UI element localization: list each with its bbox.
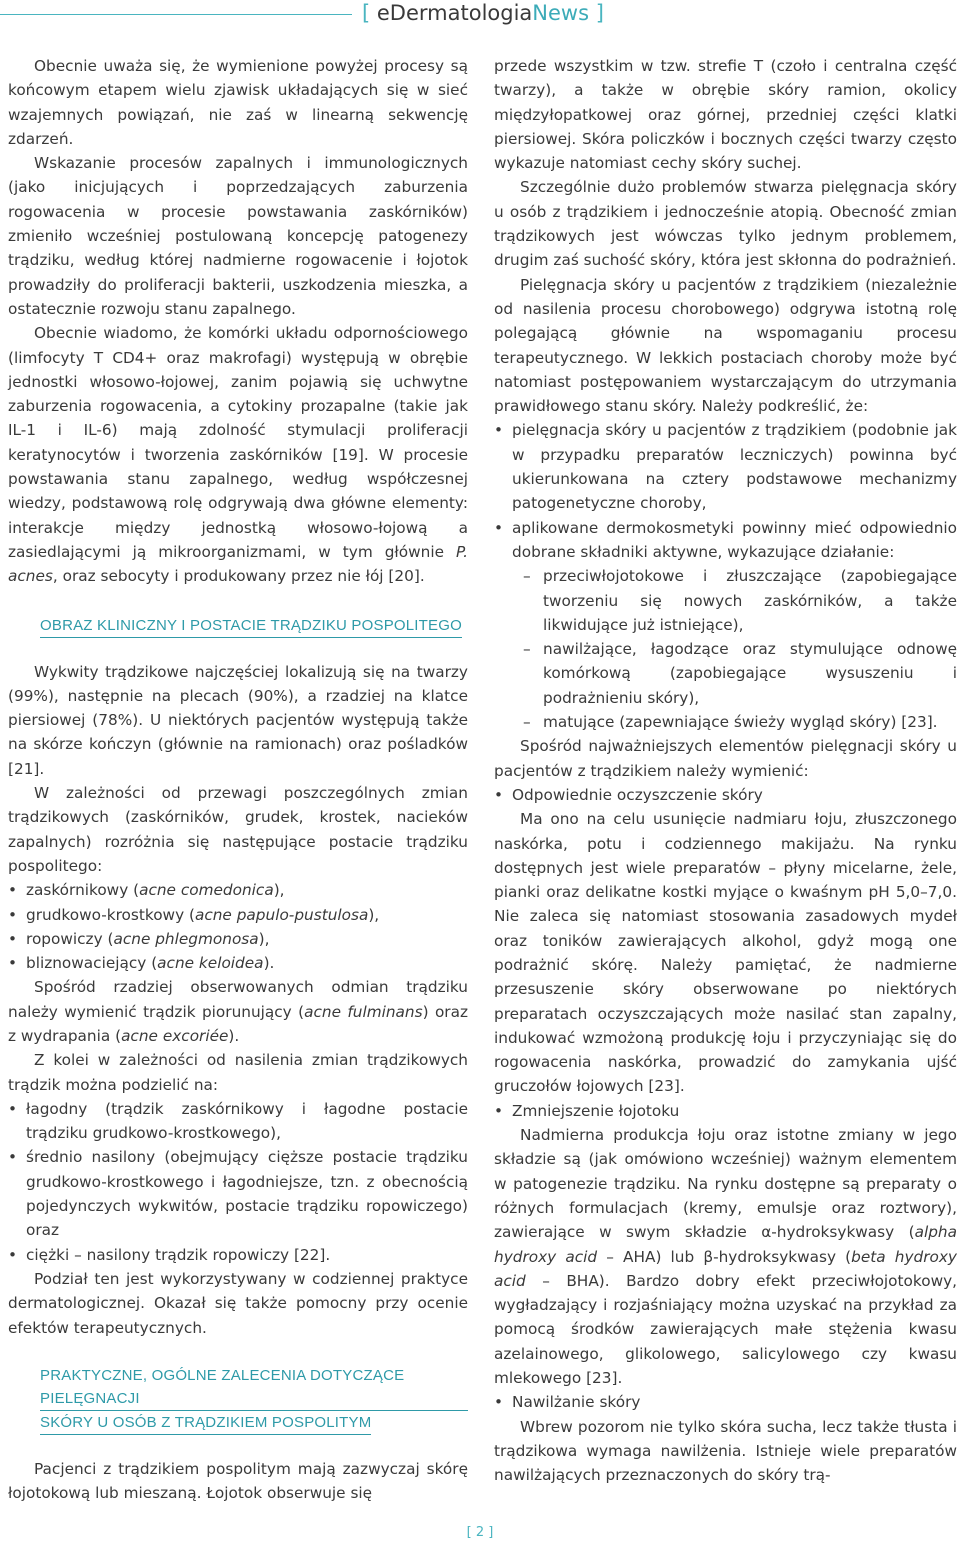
latin-term: acne keloidea <box>157 954 264 973</box>
left-paragraph-5: W zależności od przewagi poszczególnych zmian trądzikowych (zaskórników, grudek, krostek, nacieków zapalnych) rozróżnia się następujące postacie trądziku pospolitego: <box>8 784 468 875</box>
latin-term: acne comedonica <box>139 881 274 900</box>
text-span: – BHA). Bardzo dobry efekt przeciwłojotokowy, wygładzający i rozjaśniający można uzyskać na przykład za pomocą środków zawierających małe stężenia kwasu azelainowego, glikolowego, salicylowego czy kwasu mlekowego [23]. <box>494 1271 957 1388</box>
acne-forms-list <box>8 878 468 975</box>
text-span: ), <box>368 905 380 924</box>
subsection-title: • Odpowiednie oczyszczenie skóry <box>494 783 957 807</box>
text-span: – AHA) lub β-hydroksykwasy ( <box>597 1247 852 1266</box>
header-rule <box>0 14 352 15</box>
page-bracket-close: ] <box>488 1525 494 1540</box>
list-item <box>8 878 468 902</box>
list-item: – nawilżające, łagodzące oraz stymulujące odnowę komórkową (zapobiegające wysuszeniu i podrażnieniu skóry), <box>543 637 957 710</box>
right-paragraph-5: Ma ono na celu usunięcie nadmiaru łoju, złuszczonego naskórka, potu i codziennego makijażu. Na rynku dostępnych jest wiele preparatów – płyny micelarne, żele, pianki oraz delikatne kostki myjące o kwaśnym pH 5,0–7,0. Nie zaleca się natomiast stosowania zasadowych mydeł oraz toników zawierających alkohol, gdyż mogą one podrażnić skórę. Należy pamiętać, że nadmierne przesuszenie skóry obserwowane po niektórych preparatach oczyszczających może nasilać stan zapalny, indukować wzmożoną produkcję łoju i przyczyniając się do rogowacenia naskórka, prowadzić do zamykania ujść gruczołów łojowych [23]. <box>494 810 957 1096</box>
action-list <box>512 564 957 734</box>
journal-brand <box>362 0 604 26</box>
text-span: Nadmierna produkcja łoju oraz istotne zmiany w jego składzie są (jak omówiono wcześniej) ważnym elementem w patogenezie trądziku. Na rynku dostępne są preparaty o różnych formulacjach (kremy, emulsje oraz roztwory), zawierające w swym składzie α-hydroksykwasy ( <box>494 1126 957 1242</box>
latin-term: acne papulo-pustulosa <box>194 905 369 924</box>
latin-term: beta hydroxy acid <box>494 1247 957 1290</box>
latin-term: alpha hydroxy acid <box>494 1223 957 1266</box>
list-item <box>8 951 468 975</box>
list-item <box>8 903 468 927</box>
left-column <box>8 54 468 1505</box>
text-span: ropowiczy ( <box>26 929 114 948</box>
heading-line-1: PRAKTYCZNE, OGÓLNE ZALECENIA DOTYCZĄCE PIELĘGNACJI <box>40 1364 468 1411</box>
section-heading-clinical <box>40 613 468 638</box>
text-span: Spośród rzadziej obserwowanych odmian trądziku należy wymienić trądzik piorunujący ( <box>8 978 468 1021</box>
list-item <box>494 516 957 735</box>
right-paragraph-6 <box>494 1123 957 1390</box>
text-span: bliznowaciejący ( <box>26 954 158 973</box>
right-paragraph-7: Wbrew pozorom nie tylko skóra sucha, lecz także tłusta i trądzikowa wymaga nawilżenia. Istnieje wiele preparatów nawilżających przeznaczonych do skóry trą- <box>494 1417 957 1485</box>
list-item: • łagodny (trądzik zaskórnikowy i łagodne postacie trądziku grudkowo-krostkowego), <box>8 1097 468 1146</box>
left-paragraph-8: Podział ten jest wykorzystywany w codziennej praktyce dermatologicznej. Okazał się także pomocny przy ocenie efektów terapeutycznych. <box>8 1269 468 1337</box>
subsection-moisturizing <box>494 1390 957 1414</box>
list-item <box>8 927 468 951</box>
right-paragraph-4: Spośród najważniejszych elementów pielęgnacji skóry u pacjentów z trądzikiem należy wymienić: <box>494 737 957 780</box>
care-principles-list <box>494 418 957 734</box>
subsection-title: • Nawilżanie skóry <box>494 1390 957 1414</box>
text-span: grudkowo-krostkowy ( <box>26 905 195 924</box>
page-bracket-open: [ <box>466 1525 472 1540</box>
text-span: , oraz sebocyty i produkowany przez nie łój [20]. <box>52 567 425 586</box>
list-item: – przeciwłojotokowe i złuszczające (zapobiegające tworzeniu się nowych zaskórników, a także likwidujące już istniejące), <box>543 564 957 637</box>
text-span: ). <box>263 954 275 973</box>
latin-term: acne fulminans <box>304 1002 423 1021</box>
severity-list <box>8 1097 468 1267</box>
subsection-cleansing <box>494 783 957 807</box>
brand-bracket-close: ] <box>595 1 604 25</box>
left-paragraph-9: Pacjenci z trądzikiem pospolitym mają zazwyczaj skórę łojotokową lub mieszaną. Łojotok obserwuje się <box>8 1459 468 1503</box>
page-number-value: 2 <box>475 1525 485 1540</box>
list-item: – matujące (zapewniające świeży wygląd skóry) [23]. <box>543 710 957 734</box>
brand-prefix: eDermatologia <box>376 1 533 25</box>
subsection-sebum <box>494 1099 957 1123</box>
section-heading-care <box>40 1364 468 1435</box>
right-paragraph-3: Pielęgnacja skóry u pacjentów z trądzikiem (niezależnie od nasilenia procesu chorobowego) odgrywa istotną rolę polegającą głównie na wspomaganiu procesu terapeutycznego. W lekkich postaciach choroby może być natomiast postępowaniem wystarczającym do utrzymania prawidłowego stanu skóry. Należy podkreślić, że: <box>494 275 957 416</box>
right-paragraph-1: przede wszystkim w tzw. strefie T (czoło i centralna część twarzy), a także w obrębie skóry ramion, okolicy międzyłopatkowej oraz górnej, przedniej części klatki piersiowej. Skóra policzków i bocznych części twarzy często wykazuje natomiast cechy skóry suchej. <box>494 57 957 173</box>
latin-term: acne phlegmonosa <box>113 929 259 948</box>
text-span: ), <box>273 881 285 900</box>
list-item: • średnio nasilony (obejmujący cięższe postacie trądziku grudkowo-krostkowego i łagodniejsze, tzn. z obecnością pojedynczych wykwitów, postacie trądziku ropowiczego) oraz <box>8 1145 468 1242</box>
subsection-title: • Zmniejszenie łojotoku <box>494 1099 957 1123</box>
left-paragraph-7: Z kolei w zależności od nasilenia zmian trądzikowych trądzik można podzielić na: <box>8 1051 468 1094</box>
left-paragraph-4: Wykwity trądzikowe najczęściej lokalizują się na twarzy (99%), następnie na plecach (90%), a rzadziej na klatce piersiowej (78%). U niektórych pacjentów występują także na skórze kończyn (głównie na ramionach) oraz pośladków [21]. <box>8 662 468 778</box>
left-paragraph-1: Obecnie uważa się, że wymienione powyżej procesy są końcowym etapem wielu zjawisk układających się w sieć wzajemnych powiązań, nie zaś w linearną sekwencję zdarzeń. <box>8 57 468 148</box>
right-column <box>494 54 957 1488</box>
text-span: Obecnie wiadomo, że komórki układu odpornościowego (limfocyty T CD4+ oraz makrofagi) występują w obrębie jednostki włosowo-łojowej, zanim pojawią się uchwytne zaburzenia rogowacenia, a cytokiny prozapalne (takie jak IL-1 i IL-6) mają zdolność stymulacji proliferacji keratynocytów i tworzenia zaskórników [19]. W procesie powstawania stanu zapalnego, według współczesnej wiedzy, podstawową rolę odgrywają dwa główne elementy: interakcje między jednostką włosowo-łojową a zasiedlającymi ją mikroorganizmami, w tym głównie <box>8 324 468 561</box>
text-span: ) oraz z wydrapania ( <box>8 1002 468 1045</box>
latin-term: P. acnes <box>8 542 468 586</box>
page-header <box>0 0 960 30</box>
list-item: • pielęgnacja skóry u pacjentów z trądzikiem (podobnie jak w przypadku preparatów leczniczych) powinna być ukierunkowana na cztery podstawowe mechanizmy patogenetyczne choroby, <box>494 418 957 515</box>
text-span: ). <box>228 1026 240 1045</box>
right-paragraph-2: Szczególnie dużo problemów stwarza pielęgnacja skóry u osób z trądzikiem i jednocześnie atopią. Obecność zmian trądzikowych jest wówczas tylko jednym problemem, drugim zaś suchość skóry, która jest skłonna do podrażnień. <box>494 178 957 270</box>
left-paragraph-3 <box>8 321 468 588</box>
text-span: ), <box>258 929 270 948</box>
page-number <box>0 1525 960 1540</box>
latin-term: acne excoriée <box>121 1026 229 1045</box>
heading-line-2: SKÓRY U OSÓB Z TRĄDZIKIEM POSPOLITYM <box>40 1411 371 1435</box>
left-paragraph-2: Wskazanie procesów zapalnych i immunologicznych (jako inicjujących i poprzedzających zaburzenia rogowacenia w procesie powstawania zaskórników) zmieniło wcześniej postulowaną koncepcję patogenezy trądziku, według której nadmierne rogowacenie i łojotok prowadziły do proliferacji bakterii, uszkodzenia mieszka, a ostatecznie rozwoju stanu zapalnego. <box>8 154 468 318</box>
left-paragraph-6 <box>8 975 468 1048</box>
brand-bracket-open: [ <box>362 1 371 25</box>
brand-suffix: News <box>532 1 590 25</box>
text-span: aplikowane dermokosmetyki powinny mieć odpowiednio dobrane składniki aktywne, wykazujące działanie: <box>512 518 957 561</box>
heading-text: OBRAZ KLINICZNY I POSTACIE TRĄDZIKU POSPOLITEGO <box>40 614 462 638</box>
text-span: zaskórnikowy ( <box>26 881 140 900</box>
list-item: • ciężki – nasilony trądzik ropowiczy [22]. <box>8 1243 468 1267</box>
